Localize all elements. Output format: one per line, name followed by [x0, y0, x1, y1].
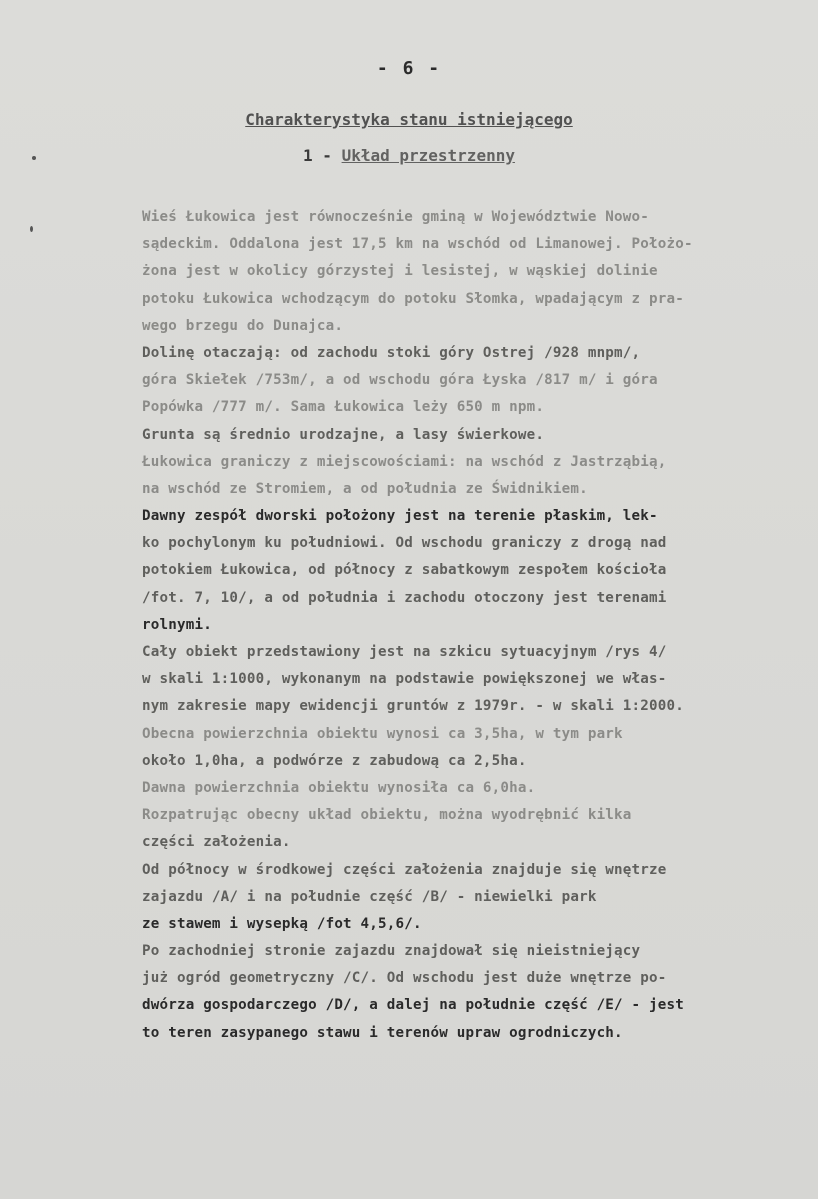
text-line: wego brzegu do Dunajca.: [142, 317, 344, 334]
margin-dot: [30, 226, 33, 232]
subsection-number: 1 -: [303, 146, 332, 165]
text-line: Obecna powierzchnia obiektu wynosi ca 3,5ha, w tym park: [142, 725, 623, 742]
text-line: już ogród geometryczny /C/. Od wschodu jest duże wnętrze po-: [142, 970, 667, 987]
text-line: Dolinę otaczają: od zachodu stoki góry Ostrej /928 mnpm/,: [142, 344, 641, 361]
text-line: ko pochylonym ku południowi. Od wschodu graniczy z drogą nad: [142, 535, 667, 552]
text-line: Popówka /777 m/. Sama Łukowica leży 650 m npm.: [142, 399, 545, 416]
body-text: [142, 204, 782, 1047]
text-line: /fot. 7, 10/, a od południa i zachodu otoczony jest terenami: [142, 589, 667, 606]
text-line: Rozpatrując obecny układ obiektu, można wyodrębnić kilka: [142, 807, 632, 824]
text-line: Po zachodniej stronie zajazdu znajdował się nieistniejący: [142, 943, 641, 960]
text-line: Grunta są średnio urodzajne, a lasy świerkowe.: [142, 426, 545, 443]
subsection-label: Układ przestrzenny: [341, 146, 515, 165]
text-line: Dawna powierzchnia obiektu wynosiła ca 6,0ha.: [142, 779, 536, 796]
text-line: Od północy w środkowej części założenia znajduje się wnętrze: [142, 861, 667, 878]
page-number: - 6 -: [376, 58, 442, 79]
text-line: to teren zasypanego stawu i terenów upraw ogrodniczych.: [142, 1024, 623, 1041]
text-line: w skali 1:1000, wykonanym na podstawie powiększonej we włas-: [142, 671, 667, 688]
text-line: Dawny zespół dworski położony jest na terenie płaskim, lek-: [142, 508, 658, 525]
text-line: Łukowica graniczy z miejscowościami: na wschód z Jastrząbią,: [142, 453, 667, 470]
text-line: sądeckim. Oddalona jest 17,5 km na wschód od Limanowej. Położo-: [142, 236, 693, 253]
text-line: potokiem Łukowica, od północy z sabatkowym zespołem kościoła: [142, 562, 667, 579]
text-line: żona jest w okolicy górzystej i lesistej, w wąskiej dolinie: [142, 263, 658, 280]
text-line: ze stawem i wysepką /fot 4,5,6/.: [142, 915, 422, 932]
text-line: potoku Łukowica wchodzącym do potoku Słomka, wpadającym z pra-: [142, 290, 684, 307]
text-line: rolnymi.: [142, 616, 212, 633]
text-line: Wieś Łukowica jest równocześnie gminą w Województwie Nowo-: [142, 209, 650, 225]
text-line: nym zakresie mapy ewidencji gruntów z 1979r. - w skali 1:2000.: [142, 698, 684, 715]
text-line: części założenia.: [142, 834, 291, 851]
text-line: dwórza gospodarczego /D/, a dalej na południe część /E/ - jest: [142, 997, 684, 1014]
text-line: około 1,0ha, a podwórze z zabudową ca 2,5ha.: [142, 752, 527, 769]
section-title: Charakterystyka stanu istniejącego: [245, 110, 573, 129]
text-line: góra Skiełek /753m/, a od wschodu góra Łyska /817 m/ i góra: [142, 372, 658, 389]
text-line: Cały obiekt przedstawiony jest na szkicu sytuacyjnym /rys 4/: [142, 644, 667, 660]
text-line: na wschód ze Stromiem, a od południa ze Świdnikiem.: [142, 480, 588, 497]
text-line: zajazdu /A/ i na południe część /B/ - niewielki park: [142, 888, 597, 905]
subsection-heading: [0, 146, 818, 165]
